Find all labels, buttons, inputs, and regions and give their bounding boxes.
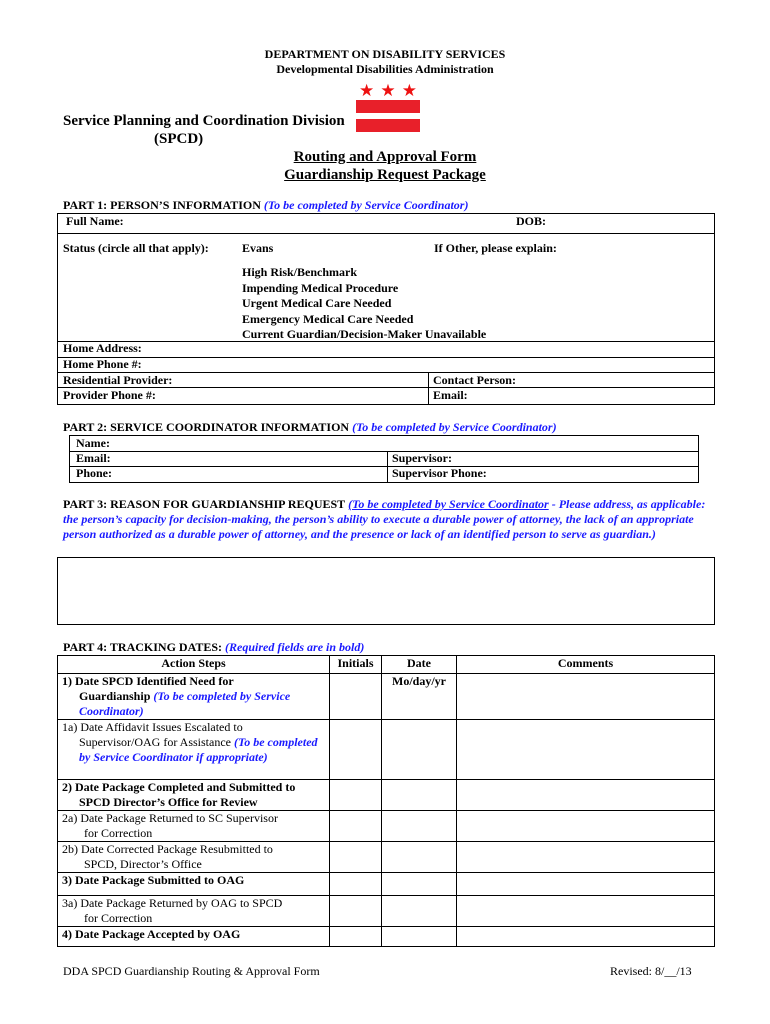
division-title: Service Planning and Coordination Division [63, 113, 345, 129]
part2-heading [63, 420, 557, 435]
part3-heading [63, 497, 713, 542]
sc-phone-label[interactable]: Phone: [76, 466, 112, 480]
table-row [58, 811, 715, 842]
status-item[interactable]: Urgent Medical Care Needed [242, 296, 392, 310]
initials-cell[interactable] [330, 873, 382, 896]
status-item[interactable]: Impending Medical Procedure [242, 280, 399, 295]
provider-email-label[interactable]: Email: [433, 388, 468, 402]
supervisor-label[interactable]: Supervisor: [392, 451, 452, 465]
initials-cell[interactable] [330, 780, 382, 811]
action-step-cell [58, 780, 330, 811]
comments-cell[interactable] [457, 674, 715, 720]
action-step-text: 1a) Date Affidavit Issues Escalated to [62, 720, 243, 734]
action-step-text: for Correction [84, 826, 153, 840]
flag-bar [356, 100, 420, 113]
date-cell[interactable] [382, 780, 457, 811]
action-step-text: 2b) Date Corrected Package Resubmitted to [62, 842, 273, 856]
sc-name-label[interactable]: Name: [76, 436, 110, 450]
action-step-cell [58, 927, 330, 947]
home-phone-label[interactable]: Home Phone #: [63, 357, 142, 371]
action-step-text: 2) Date Package Completed and Submitted to [62, 780, 296, 794]
date-cell[interactable] [382, 896, 457, 927]
other-explain-label[interactable]: If Other, please explain: [434, 241, 557, 255]
comments-cell[interactable] [457, 927, 715, 947]
part1-heading-text: PART 1: PERSON’S INFORMATION [63, 198, 261, 212]
action-step-text: for Correction [84, 911, 153, 925]
date-cell[interactable] [382, 927, 457, 947]
part1-note: (To be completed by Service Coordinator) [263, 198, 469, 212]
initials-cell[interactable] [330, 896, 382, 927]
sc-email-label[interactable]: Email: [76, 451, 111, 465]
form-title: Routing and Approval Form [293, 149, 477, 165]
provider-phone-label[interactable]: Provider Phone #: [63, 388, 156, 402]
reason-textarea[interactable] [57, 557, 715, 625]
action-step-text: 1) Date SPCD Identified Need for [62, 674, 234, 688]
initials-cell[interactable] [330, 811, 382, 842]
date-cell[interactable]: Mo/day/yr [382, 674, 457, 720]
action-step-text: 2a) Date Package Returned to SC Supervisor [62, 811, 278, 825]
action-step-cell [58, 674, 330, 720]
action-step-cell [58, 873, 330, 896]
part2-note: (To be completed by Service Coordinator) [352, 420, 557, 434]
col-comments: Comments [457, 656, 715, 674]
part3-heading-text: PART 3: REASON FOR GUARDIANSHIP REQUEST [63, 497, 346, 511]
action-step-text: Supervisor/OAG for Assistance [79, 735, 234, 749]
action-step-note: (To be completed by Service Coordinator) [79, 689, 291, 718]
part2-box [69, 435, 699, 483]
status-label: Status (circle all that apply): [63, 241, 209, 255]
contact-person-label[interactable]: Contact Person: [433, 373, 516, 387]
table-row [58, 842, 715, 873]
form-subtitle: Guardianship Request Package [284, 167, 486, 183]
action-step-text: SPCD Director’s Office for Review [79, 795, 258, 809]
action-step-text: SPCD, Director’s Office [84, 857, 202, 871]
part1-heading [63, 198, 468, 213]
tracking-table [57, 655, 715, 947]
part2-heading-text: PART 2: SERVICE COORDINATOR INFORMATION [63, 420, 350, 434]
flag-bar [356, 119, 420, 132]
part4-heading [63, 640, 364, 655]
admin-title: Developmental Disabilities Administration [276, 62, 494, 76]
star-icon: ★ [359, 81, 375, 100]
part3-note-link: (To be completed by Service Coordinator [348, 497, 549, 511]
full-name-label[interactable]: Full Name: [66, 214, 124, 228]
part3-note: - Please address, as applicable: the person’s capacity for decision-making, the person’s ability to execute a durable power of attorney, the lack of an appropriate person authorized as a durable power of attorney, and the presence or lack of an identified person to serve as guardian.) [63, 497, 706, 541]
comments-cell[interactable] [457, 842, 715, 873]
part4-note: (Required fields are in bold) [225, 640, 365, 654]
star-icon: ★ [401, 81, 417, 100]
table-row [58, 896, 715, 927]
action-step-cell [58, 811, 330, 842]
footer-revised: Revised: 8/__/13 [610, 964, 692, 978]
comments-cell[interactable] [457, 873, 715, 896]
date-cell[interactable] [382, 842, 457, 873]
action-step-text: 4) Date Package Accepted by OAG [62, 927, 241, 941]
col-date: Date [382, 656, 457, 674]
status-item[interactable]: Current Guardian/Decision-Maker Unavailable [242, 327, 487, 341]
action-step-note: (To be completed by Service Coordinator if appropriate) [79, 735, 318, 764]
home-address-label[interactable]: Home Address: [63, 341, 142, 355]
division-abbr: (SPCD) [154, 131, 204, 147]
initials-cell[interactable] [330, 842, 382, 873]
action-step-text: 3a) Date Package Returned by OAG to SPCD [62, 896, 283, 910]
dept-title: DEPARTMENT ON DISABILITY SERVICES [264, 47, 506, 61]
table-row [58, 927, 715, 947]
status-item[interactable]: Evans [242, 241, 274, 255]
status-item[interactable]: Emergency Medical Care Needed [242, 311, 414, 326]
date-cell[interactable] [382, 720, 457, 780]
part1-box [57, 213, 715, 405]
part4-heading-text: PART 4: TRACKING DATES: [63, 640, 223, 654]
date-cell[interactable] [382, 873, 457, 896]
col-action-steps: Action Steps [58, 656, 330, 674]
status-list [242, 265, 486, 343]
comments-cell[interactable] [457, 720, 715, 780]
initials-cell[interactable] [330, 927, 382, 947]
comments-cell[interactable] [457, 811, 715, 842]
dc-flag-logo [356, 82, 420, 132]
action-step-cell [58, 842, 330, 873]
comments-cell[interactable] [457, 896, 715, 927]
star-icon: ★ [380, 81, 396, 100]
initials-cell[interactable] [330, 720, 382, 780]
action-step-text: 3) Date Package Submitted to OAG [62, 873, 245, 887]
action-step-text: Guardianship [79, 689, 154, 703]
residential-provider-label[interactable]: Residential Provider: [63, 373, 173, 387]
action-step-cell [58, 720, 330, 780]
table-row [58, 674, 715, 720]
table-header-row [58, 656, 715, 674]
table-row [58, 780, 715, 811]
initials-cell[interactable] [330, 674, 382, 720]
status-item[interactable]: High Risk/Benchmark [242, 265, 358, 279]
footer-form-name: DDA SPCD Guardianship Routing & Approval Form [63, 964, 320, 978]
col-initials: Initials [330, 656, 382, 674]
table-row [58, 720, 715, 780]
table-row [58, 873, 715, 896]
supervisor-phone-label[interactable]: Supervisor Phone: [392, 466, 487, 480]
comments-cell[interactable] [457, 780, 715, 811]
dob-label[interactable]: DOB: [516, 214, 546, 228]
date-cell[interactable] [382, 811, 457, 842]
action-step-cell [58, 896, 330, 927]
